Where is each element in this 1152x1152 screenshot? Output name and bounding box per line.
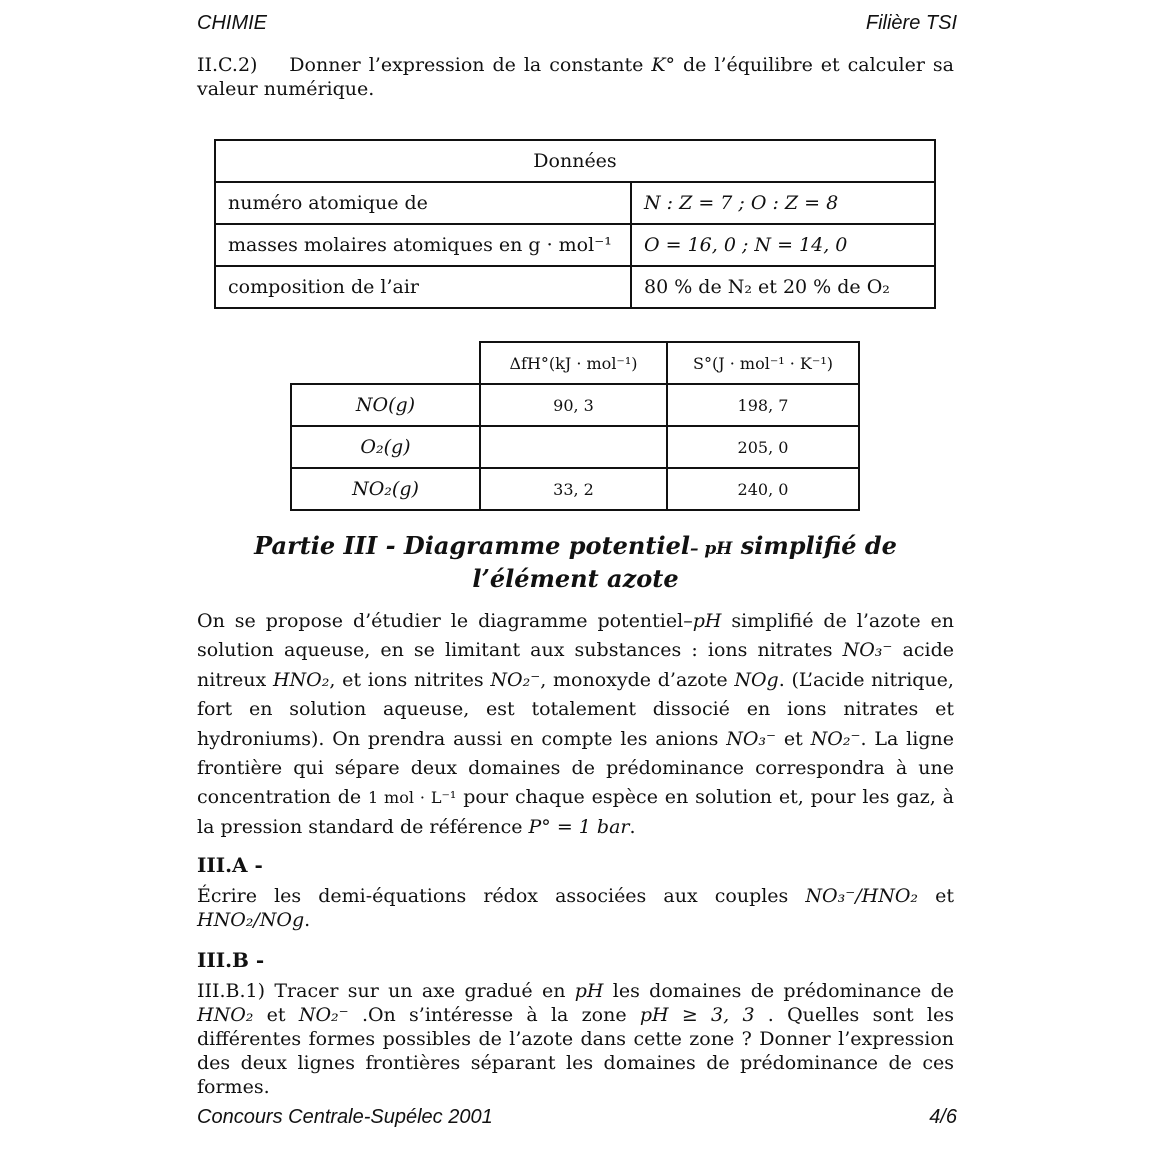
table-row: O₂(g) 205, 0 — [291, 426, 859, 468]
table-row: NO(g) 90, 3 198, 7 — [291, 384, 859, 426]
footer-exam: Concours Centrale-Supélec 2001 — [197, 1106, 493, 1128]
data-table — [214, 139, 936, 309]
question-number: II.C.2) — [197, 54, 258, 76]
intro-paragraph: On se propose d’étudier le diagramme potentiel–pH simplifié de l’azote en solution aqueuse, en se limitant aux substances : ions nitrates NO₃⁻ acide nitreux HNO₂, et ions nitrites NO₂⁻, monoxyde d’azote NOg. (L’acide nitrique, fort en solution aqueuse, est totalement dissocié en ions nitrates et hydroniums). On prendra aussi en compte les anions NO₃⁻ et NO₂⁻. La ligne frontière qui sépare deux domaines de prédominance correspondra à une concentration de 1 mol · L⁻¹ pour chaque espèce en solution et, pour les gaz, à la pression standard de référence P° = 1 bar. — [197, 610, 955, 838]
thermo-table — [290, 341, 860, 511]
enthalpy-header: ΔfH°(kJ · mol⁻¹) — [480, 342, 667, 384]
table-row: NO₂(g) 33, 2 240, 0 — [291, 468, 859, 510]
page-footer — [197, 1106, 957, 1129]
page-header — [197, 12, 957, 35]
table-header-row — [291, 342, 859, 384]
header-track: Filière TSI — [865, 12, 957, 34]
table-row: numéro atomique de N : Z = 7 ; O : Z = 8 — [215, 182, 935, 224]
data-table-title: Données — [215, 140, 935, 182]
section-IIIB-heading: III.B - — [197, 948, 265, 972]
entropy-header: S°(J · mol⁻¹ · K⁻¹) — [667, 342, 859, 384]
part-III-title: Partie III - Diagramme potentiel– pH simplifié de l’élément azote — [254, 531, 897, 593]
question-II-C-2: II.C.2) Donner l’expression de la constante K° de l’équilibre et calculer sa valeur numérique. — [197, 54, 954, 100]
table-row: composition de l’air 80 % de N₂ et 20 % de O₂ — [215, 266, 935, 308]
question-III-B-1: III.B.1) Tracer sur un axe gradué en pH les domaines de prédominance de HNO₂ et NO₂⁻ .On s’intéresse à la zone pH ≥ 3, 3 . Quelles sont les différentes formes possibles de l’azote dans cette zone ? Donner l’expression des deux lignes frontières séparant les domaines de prédominance de ces formes. — [197, 980, 954, 1098]
section-IIIA-heading: III.A - — [197, 853, 263, 877]
page-number: 4/6 — [929, 1106, 957, 1128]
header-subject: CHIMIE — [197, 12, 267, 34]
section-IIIA-text: Écrire les demi-équations rédox associées aux couples NO₃⁻/HNO₂ et HNO₂/NOg. — [197, 885, 954, 931]
question-number: III.B.1) — [197, 980, 266, 1002]
constant-symbol: K° — [651, 54, 676, 76]
table-row: masses molaires atomiques en g · mol⁻¹ O = 16, 0 ; N = 14, 0 — [215, 224, 935, 266]
